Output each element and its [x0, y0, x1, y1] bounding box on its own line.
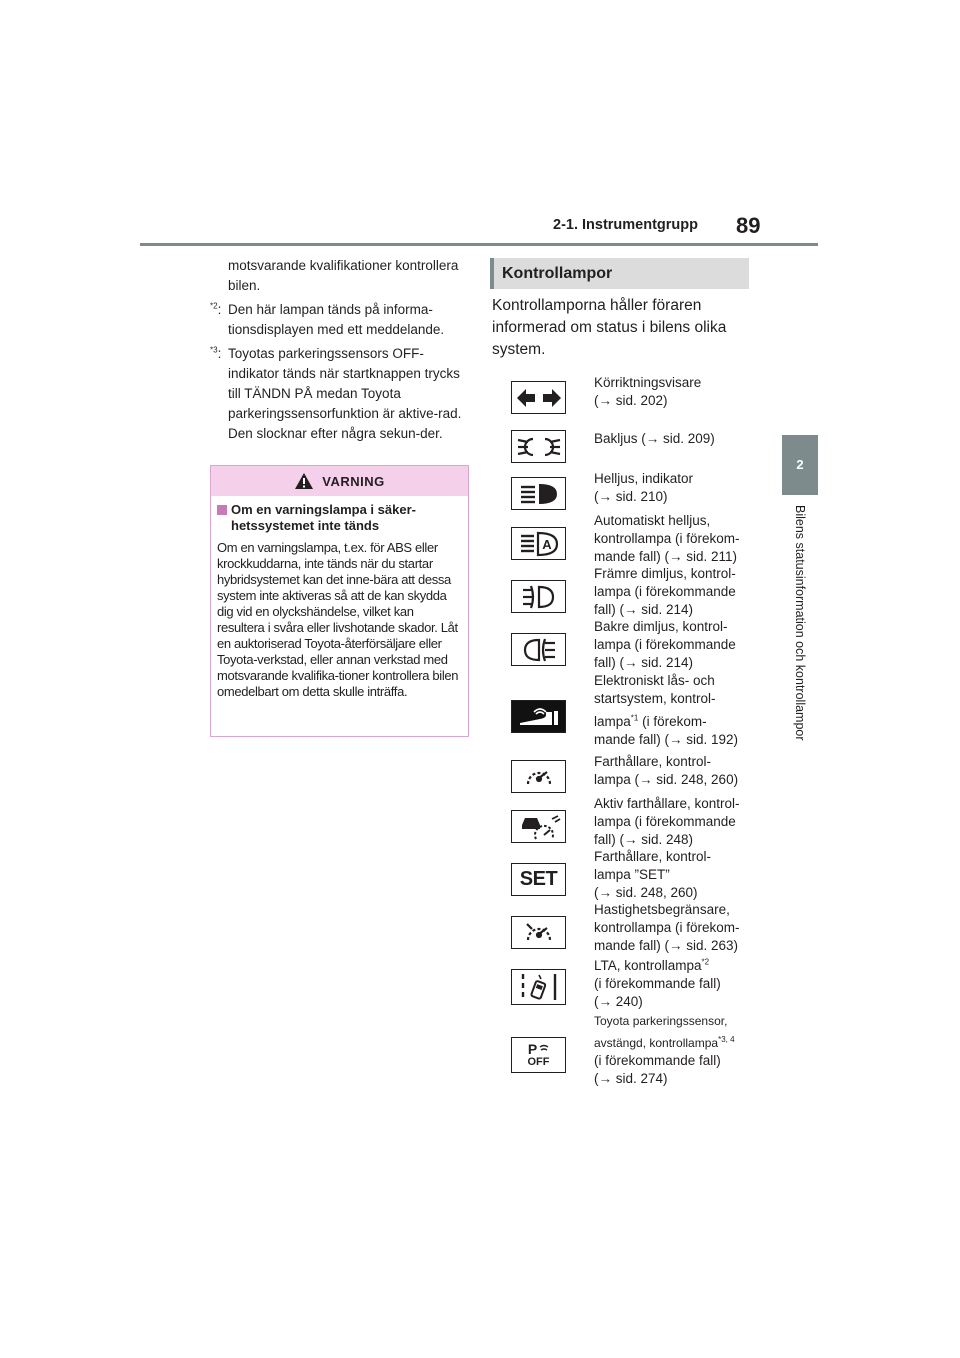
turn-signal-icon	[511, 381, 566, 414]
section-header	[490, 258, 749, 289]
footnote-continuation: motsvarande kvalifikationer kontrollera bilen.	[228, 258, 459, 293]
cruise-set-icon: SET	[511, 863, 566, 896]
lamp-description: Körriktningsvisare (→ sid. 202)	[594, 375, 702, 408]
section-title: 2-1. Instrumentgrupp	[553, 217, 699, 233]
high-beam-icon	[511, 477, 566, 510]
dynamic-cruise-icon	[511, 810, 566, 843]
warning-box	[210, 465, 469, 737]
lamp-description: Aktiv farthållare, kontrol- lampa (i förekommande fall) (→ sid. 248)	[594, 796, 740, 847]
lamp-description: Bakljus (→ sid. 209)	[594, 431, 715, 446]
parking-sensor-off-icon: P OFF	[511, 1037, 566, 1073]
lamp-description: Främre dimljus, kontrol- lampa (i förekommande fall) (→ sid. 214)	[594, 566, 736, 617]
section-intro: Kontrollamporna håller föraren informerad om status i bilens olika system.	[492, 297, 727, 358]
lamp-description: Automatiskt helljus, kontrollampa (i förekom- mande fall) (→ sid. 211)	[594, 513, 740, 564]
lamp-description: Farthållare, kontrol- lampa (→ sid. 248, 260)	[594, 754, 739, 787]
section-title-text: Kontrollampor	[502, 264, 613, 282]
lamp-description: Elektroniskt lås- och startsystem, kontrol- lampa$^{*1}$ (i förekom- mande fall) (→ sid. 192)	[594, 673, 739, 747]
smart-entry-icon	[511, 700, 566, 733]
footnote-2: $^{*2}$: Den här lampan tänds på informa-tionsdisplayen med ett meddelande.	[210, 300, 470, 340]
svg-text:A: A	[541, 536, 552, 552]
header-rule	[140, 243, 818, 246]
speed-limiter-icon	[511, 916, 566, 949]
lamp-description: Farthållare, kontrol- lampa ”SET” (→ sid. 248, 260)	[594, 849, 712, 900]
front-fog-light-icon	[511, 580, 566, 613]
auto-high-beam-icon	[511, 527, 566, 560]
warning-triangle-icon	[294, 472, 314, 490]
square-bullet-icon	[217, 505, 227, 515]
lane-trace-icon	[511, 969, 566, 1005]
tail-light-icon	[511, 430, 566, 463]
rear-fog-light-icon	[511, 633, 566, 666]
lamp-description: Bakre dimljus, kontrol- lampa (i förekommande fall) (→ sid. 214)	[594, 619, 736, 670]
footnotes	[210, 256, 470, 444]
warning-title: VARNING	[322, 473, 385, 489]
footnote-mark: *3	[210, 345, 218, 355]
lamp-description: Toyota parkeringssensor, avstängd, kontrollampa$^{*3, 4}$ (i förekommande fall) (→ sid. 274)	[594, 1014, 735, 1086]
warning-subtitle	[217, 502, 462, 534]
footnote-3: $^{*3}$: Toyotas parkeringssensors OFF-indikator tänds när startknappen trycks till TÄNDN PÅ medan Toyota parkeringssensorfunktion är aktive-rad. Den slocknar efter några sekun-der.	[210, 344, 470, 444]
chapter-title: Bilens statusinformation och kontrollampor	[793, 505, 807, 741]
page-number: 89	[736, 213, 761, 238]
lamp-description: Hastighetsbegränsare, kontrollampa (i förekom- mande fall) (→ sid. 263)	[594, 902, 740, 953]
cruise-control-icon	[511, 760, 566, 793]
warning-header	[211, 466, 468, 496]
footnote-text: Toyotas parkeringssensors OFF-indikator tänds när startknappen trycks till TÄNDN PÅ medan Toyota parkeringssensorfunktion är aktive-rad. Den slocknar efter några sekun-der.	[228, 346, 462, 441]
lamp-description: Helljus, indikator (→ sid. 210)	[594, 471, 694, 504]
footnote-mark: *2	[210, 301, 218, 311]
lamp-description: LTA, kontrollampa$^{*2}$ (i förekommande fall) (→ 240)	[594, 957, 721, 1009]
footnote-text: Den här lampan tänds på informa-tionsdisplayen med ett meddelande.	[228, 302, 445, 337]
chapter-tab: 2	[782, 435, 818, 495]
warning-subtitle-text: Om en varningslampa i säker-hetssystemet inte tänds	[231, 502, 416, 533]
warning-body-text: Om en varningslampa, t.ex. för ABS eller krockkuddarna, inte tänds när du startar hybridsystemet kan det inne-bära att dessa system inte aktiveras så att de kan skydda dig vid en olyckshändelse, vilket kan resultera i svåra eller livshotande skador. Låt en auktoriserad Toyota-återförsäljare eller Toyota-verkstad, eller annan verkstad med motsvarande kvalifika-tioner kontrollera bilen omedelbart om detta skulle inträffa.	[217, 540, 459, 699]
